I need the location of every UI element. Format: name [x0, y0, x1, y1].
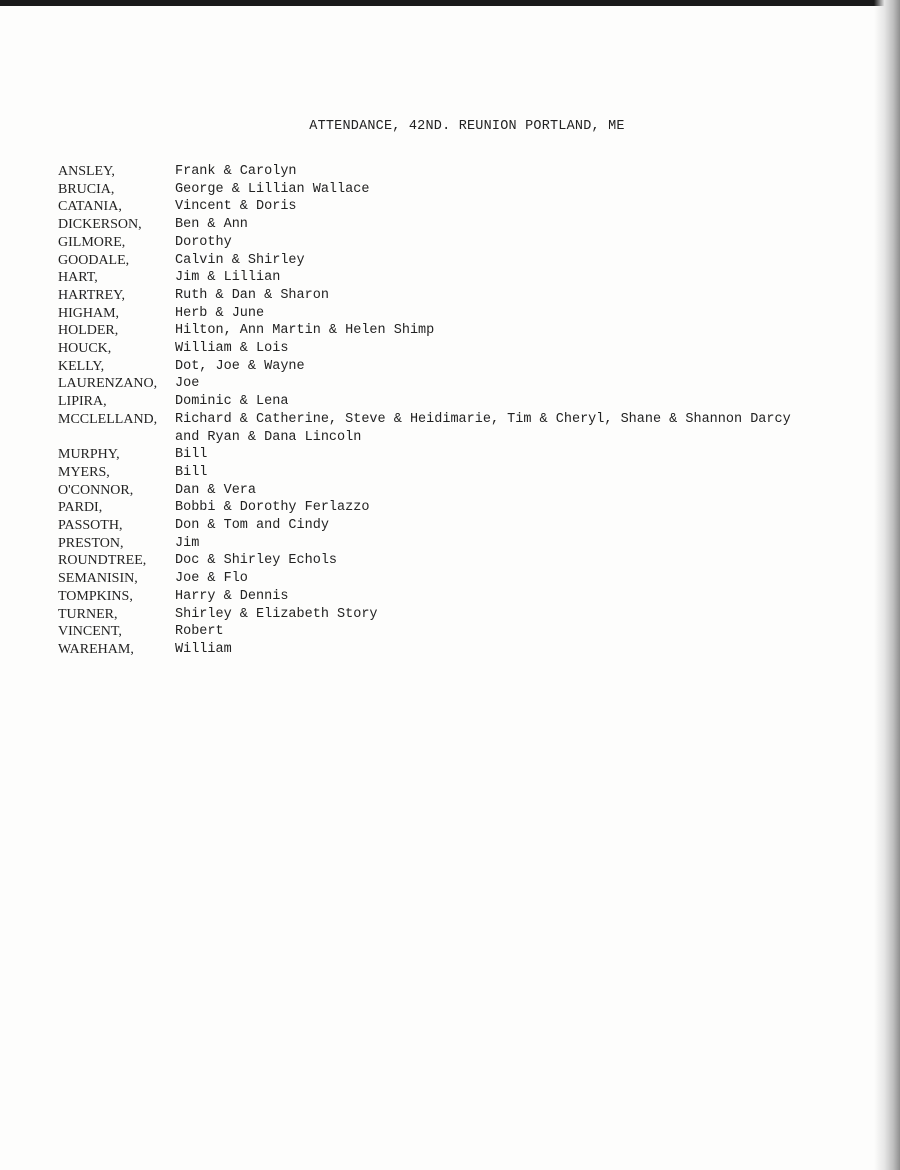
row-names: Vincent & Doris: [175, 199, 297, 215]
row-surname: ANSLEY,: [58, 164, 115, 179]
row-surname: O'CONNOR,: [58, 482, 134, 498]
roster-row: [58, 499, 878, 517]
row-names: William: [175, 641, 232, 657]
roster-row: [58, 305, 878, 323]
roster-row: [58, 322, 878, 340]
row-names: Richard & Catherine, Steve & Heidimarie, Tim & Cheryl, Shane & Shannon Darcy and Ryan & Dana Lincoln: [175, 411, 791, 445]
top-edge-shadow: [0, 0, 900, 6]
roster-row: [58, 198, 878, 216]
row-names: Joe: [175, 376, 200, 392]
row-surname: DICKERSON,: [58, 217, 142, 233]
row-names: Bill: [175, 464, 208, 480]
row-surname: WAREHAM,: [58, 641, 134, 657]
row-surname: GOODALE,: [58, 252, 130, 268]
roster-row: [58, 641, 878, 659]
row-names: Shirley & Elizabeth Story: [175, 606, 378, 622]
roster-row: [58, 287, 878, 305]
row-names: Harry & Dennis: [175, 588, 289, 604]
roster-row: [58, 535, 878, 553]
row-names: Jim & Lillian: [175, 270, 281, 286]
row-surname: HARTREY,: [58, 287, 125, 303]
roster-row: [58, 234, 878, 252]
row-surname: CATANIA,: [58, 199, 122, 215]
row-names: Bill: [175, 447, 208, 463]
attendance-roster: [58, 163, 878, 659]
row-names: Don & Tom and Cindy: [175, 518, 329, 534]
row-surname: PARDI,: [58, 500, 103, 516]
row-names: Doc & Shirley Echols: [175, 553, 338, 569]
row-surname: HOLDER,: [58, 323, 119, 339]
roster-row: [58, 375, 878, 393]
row-names: Ruth & Dan & Sharon: [175, 287, 329, 303]
roster-row: [58, 181, 878, 199]
roster-row: [58, 606, 878, 624]
roster-row: [58, 358, 878, 376]
roster-row: [58, 623, 878, 641]
row-names: William & Lois: [175, 341, 289, 357]
row-surname: SEMANISIN,: [58, 571, 138, 587]
roster-row: [58, 517, 878, 535]
row-names: Dot, Joe & Wayne: [175, 358, 305, 374]
roster-row: [58, 552, 878, 570]
row-names: Dominic & Lena: [175, 394, 289, 410]
row-names: Dan & Vera: [175, 482, 257, 498]
row-surname: GILMORE,: [58, 234, 126, 250]
page-title: ATTENDANCE, 42ND. REUNION PORTLAND, ME: [309, 119, 625, 134]
row-surname: HART,: [58, 270, 98, 286]
row-names: George & Lillian Wallace: [175, 181, 370, 197]
row-surname: MYERS,: [58, 464, 110, 480]
row-surname: ROUNDTREE,: [58, 553, 147, 569]
roster-row: [58, 252, 878, 270]
row-names: Bobbi & Dorothy Ferlazzo: [175, 500, 370, 516]
row-surname: MCCLELLAND,: [58, 411, 158, 427]
row-surname: PRESTON,: [58, 535, 124, 551]
row-surname: LAURENZANO,: [58, 376, 158, 392]
roster-row: [58, 269, 878, 287]
row-names: Robert: [175, 624, 224, 640]
row-names: Dorothy: [175, 234, 232, 250]
roster-row: [58, 340, 878, 358]
row-surname: BRUCIA,: [58, 181, 115, 197]
row-names: Hilton, Ann Martin & Helen Shimp: [175, 323, 435, 339]
row-surname: HOUCK,: [58, 341, 112, 357]
row-names: Jim: [175, 535, 200, 551]
row-names: Joe & Flo: [175, 571, 248, 587]
row-surname: LIPIRA,: [58, 394, 107, 410]
roster-row: [58, 163, 878, 181]
row-surname: MURPHY,: [58, 447, 120, 463]
roster-row: [58, 216, 878, 234]
row-names: Calvin & Shirley: [175, 252, 305, 268]
roster-row: [58, 588, 878, 606]
row-surname: KELLY,: [58, 358, 105, 374]
row-surname: PASSOTH,: [58, 518, 123, 534]
row-surname: TURNER,: [58, 606, 118, 622]
roster-row: [58, 411, 878, 446]
roster-row: [58, 570, 878, 588]
row-surname: HIGHAM,: [58, 305, 120, 321]
roster-row: [58, 393, 878, 411]
row-surname: TOMPKINS,: [58, 588, 133, 604]
roster-row: [58, 464, 878, 482]
roster-row: [58, 482, 878, 500]
row-names: Ben & Ann: [175, 217, 248, 233]
row-surname: VINCENT,: [58, 624, 122, 640]
roster-row: [58, 446, 878, 464]
row-names: Herb & June: [175, 305, 265, 321]
row-names: Frank & Carolyn: [175, 164, 297, 179]
